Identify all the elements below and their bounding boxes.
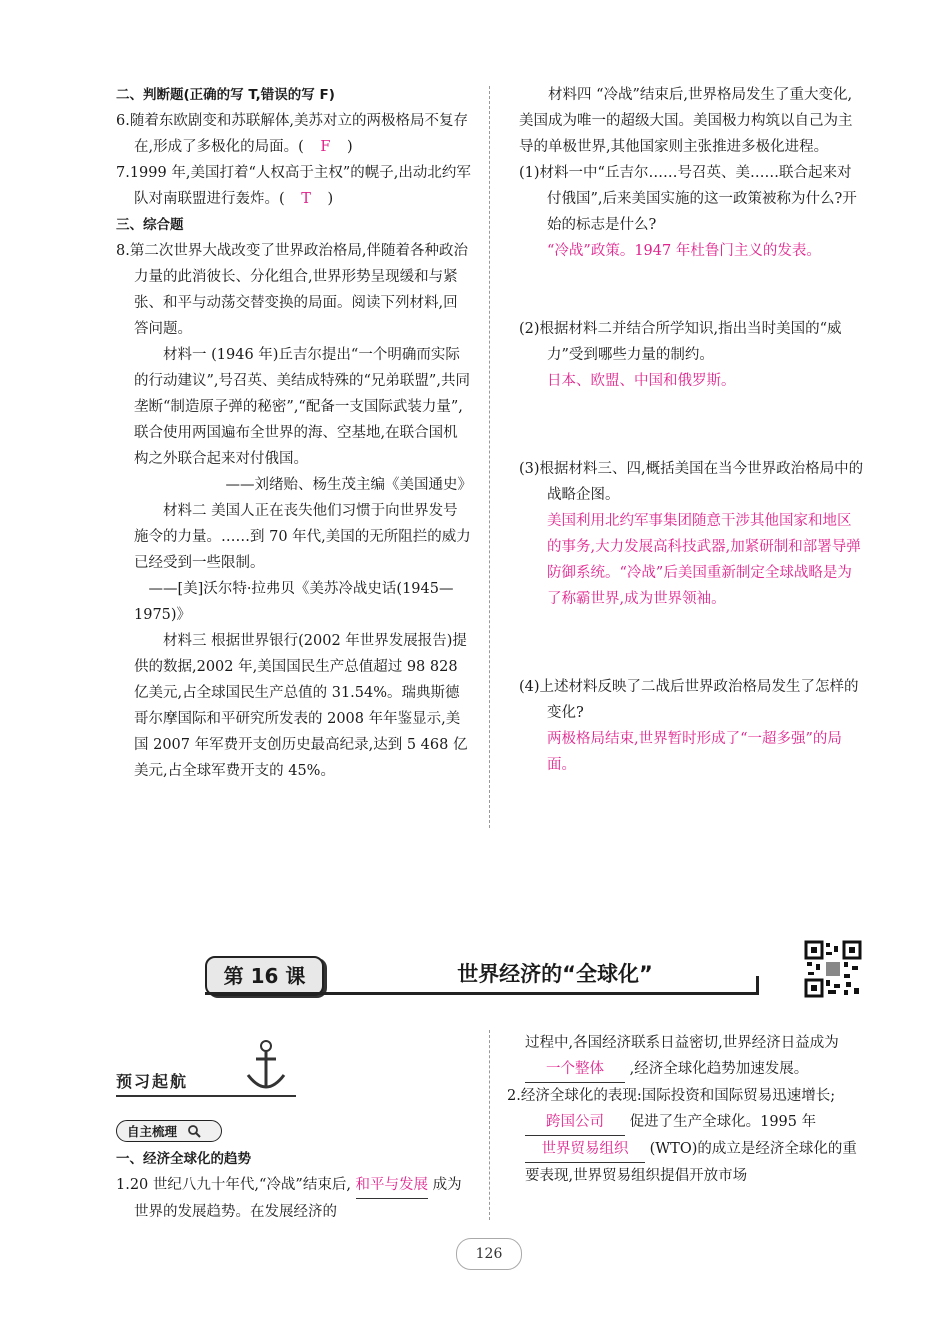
blank-peace-development: 和平与发展 (356, 1172, 429, 1199)
column-divider-lower (489, 1030, 490, 1220)
material-1-source: ——刘绪贻、杨生茂主编《美国通史》 (225, 477, 472, 493)
materials-block (116, 342, 472, 784)
material-2: 材料二 美国人正在丧失他们习惯于向世界发号施令的力量。……到 70 年代,美国的无所阻拦的威力已经受到一些限制。 (134, 503, 471, 571)
search-icon (187, 1124, 201, 1138)
self-sort-tag: 自主梳理 (116, 1120, 222, 1142)
comprehensive-heading: 三、综合题 (116, 217, 184, 233)
blank-multinational: 跨国公司 (525, 1109, 625, 1136)
sub-question-3: (3)根据材料三、四,概括美国在当今世界政治格局中的战略企图。 (519, 461, 864, 503)
lesson-banner (205, 956, 765, 996)
blank-one-whole: 一个整体 (525, 1056, 625, 1083)
anchor-icon (236, 1037, 296, 1097)
sub-question-2: (2)根据材料二并结合所学知识,指出当时美国的“威力”受到哪些力量的制约。 (519, 321, 842, 363)
lesson-number: 第 16 课 (205, 956, 324, 996)
answer-6: F (320, 139, 331, 155)
column-divider (489, 86, 490, 828)
question-8: 8.第二次世界大战改变了世界政治格局,伴随着各种政治力量的此消彼长、分化组合,世界形势呈现缓和与紧张、和平与动荡交替变换的局面。阅读下列材料,回答问题。 (116, 243, 468, 337)
material-4: 材料四 “冷战”结束后,世界格局发生了重大变化,美国成为唯一的超级大国。美国极力构筑以自己为主导的单极世界,其他国家则主张推进多极化进程。 (519, 87, 853, 155)
sub-question-1: (1)材料一中“丘吉尔……号召英、美……联合起来对付俄国”,后来美国实施的这一政策被称为什么?开始的标志是什么? (519, 165, 857, 233)
preview-heading-1: 一、经济全球化的趋势 (116, 1151, 251, 1167)
left-column (116, 82, 472, 784)
judge-heading: 二、判断题(正确的写 T,错误的写 F) (116, 87, 335, 103)
sub-answer-4: 两极格局结束,世界暂时形成了“一超多强”的局面。 (547, 731, 842, 773)
qr-code-icon[interactable] (804, 940, 862, 998)
material-3: 材料三 根据世界银行(2002 年世界发展报告)提供的数据,2002 年,美国国民生产总值超过 98 828 亿美元,占全球国民生产总值的 31.54%。瑞典斯德哥尔摩国际和平研究所发表的 2008 年年鉴显示,美国 2007 年军费开支创历史最高纪录,达到 5 468 亿美元,占全球军费开支的 45%。 (134, 633, 468, 779)
preview-right-text (507, 1030, 865, 1189)
question-6: 6.随着东欧剧变和苏联解体,美苏对立的两极格局不复存在,形成了多极化的局面。( F ) (116, 113, 468, 155)
right-column (519, 82, 865, 778)
material-1: 材料一 (1946 年)丘吉尔提出“一个明确而实际的行动建议”,号召英、美结成特殊的“兄弟联盟”,共同垄断“制造原子弹的秘密”,“配备一支国际武装力量”,联合使用两国遍布全世界的海、空基地,在联合国机构之外联合起来对付俄国。 (134, 347, 470, 467)
material-2-source: ——[美]沃尔特·拉弗贝《美苏冷战史话(1945—1975)》 (134, 581, 454, 623)
sub-answer-2: 日本、欧盟、中国和俄罗斯。 (547, 373, 736, 389)
sub-answer-3: 美国利用北约军事集团随意干涉其他国家和地区的事务,大力发展高科技武器,加紧研制和部署导弹防御系统。“冷战”后美国重新制定全球战略是为了称霸世界,成为世界领袖。 (547, 513, 861, 607)
preview-point-1-cont: 过程中,各国经济联系日益密切,世界经济日益成为 一个整体 ,经济全球化趋势加速发展。 (519, 1030, 865, 1083)
preview-title: 预习起航 (116, 1072, 189, 1091)
lesson-title: 世界经济的“全球化” (457, 962, 653, 986)
preview-left-text (116, 1146, 472, 1225)
preview-badge (116, 1037, 316, 1097)
preview-point-2: 2.经济全球化的表现:国际投资和国际贸易迅速增长; 跨国公司 促进了生产全球化。1995 年 世界贸易组织 (WTO)的成立是经济全球化的重要表现,世界贸易组织提倡开放市场 (507, 1088, 857, 1184)
question-7: 7.1999 年,美国打着“人权高于主权”的幌子,出动北约军队对南联盟进行轰炸。( T ) (116, 165, 471, 207)
sub-question-4: (4)上述材料反映了二战后世界政治格局发生了怎样的变化? (519, 679, 859, 721)
sub-answer-1: “冷战”政策。1947 年杜鲁门主义的发表。 (547, 243, 821, 259)
blank-wto: 世界贸易组织 (525, 1136, 645, 1163)
page-number: 126 (456, 1238, 522, 1270)
preview-point-1: 1.20 世纪八九十年代,“冷战”结束后, 和平与发展 成为世界的发展趋势。在发展经济的 (116, 1172, 472, 1225)
answer-7: T (301, 191, 311, 207)
